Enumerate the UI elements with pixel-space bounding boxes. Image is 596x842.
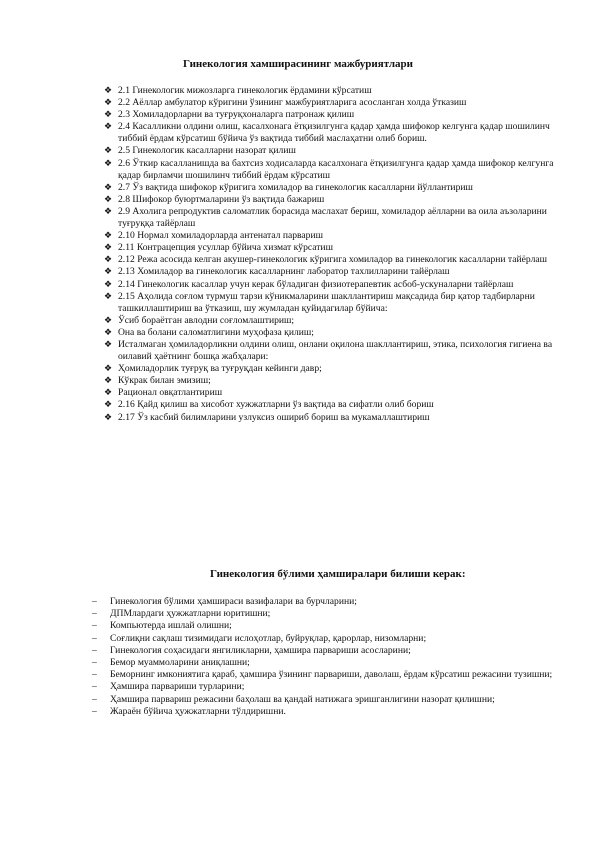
duty-item bbox=[104, 242, 554, 254]
duties-list bbox=[104, 85, 554, 424]
duty-text: 2.15 Аҳолида соғлом турмуш тарзи кўникмаларини шакллантириш мақсадида бир қатор тадбирларни ташкиллаштириш ва ўтказиш, шу жумладан қуйидагилар бўйича: bbox=[118, 290, 535, 314]
skill-text: Бемор муаммоларини аниқлашни; bbox=[110, 657, 250, 669]
skill-text: Гинекология бўлими ҳамшираси вазифалари ва бурчларини; bbox=[110, 596, 357, 607]
duty-item bbox=[104, 254, 554, 266]
bullet-diamond-icon: ❖ bbox=[104, 315, 113, 326]
skill-text: ДПМлардаги ҳужжатларни юритишни; bbox=[110, 608, 271, 620]
duty-text: Она ва болани саломатлигини муҳофаза қилиш; bbox=[118, 326, 314, 338]
duty-item bbox=[104, 97, 554, 109]
duty-text: 2.4 Касалликни олдини олиш, касалхонага ётқизилгунга қадар ҳамда шифокор келгунга қадар шошилинч тиббий ёрдам кўрсатиш бўйича ўз вақтида тиббий маслаҳатни олиб бориш. bbox=[118, 121, 550, 145]
duty-item bbox=[104, 182, 554, 194]
dash-bullet: – bbox=[92, 657, 97, 669]
duty-text: 2.9 Ахолига репродуктив саломатлик борасида маслахат бериш, хомиладор аёлларни ва оила аъзоларини туғруққа тайёрлаш bbox=[118, 205, 547, 230]
skill-item bbox=[92, 681, 554, 693]
section-title: Гинекология бўлими ҳамширалари билиши керак: bbox=[210, 568, 466, 580]
skill-text: Ҳамшира парвариши турларини; bbox=[110, 681, 245, 693]
bullet-diamond-icon: ❖ bbox=[104, 243, 113, 254]
duty-item bbox=[104, 121, 554, 145]
duty-item bbox=[104, 230, 554, 242]
skill-text: Беморнинг имкониятига қараб, ҳамшира ўзининг парвариши, даволаш, ёрдам кўрсатиш режасини тузишни; bbox=[110, 669, 553, 681]
skill-item bbox=[92, 645, 554, 657]
skill-item bbox=[92, 657, 554, 669]
bullet-diamond-icon: ❖ bbox=[104, 327, 113, 338]
skill-text: Соғлиқни сақлаш тизимидаги ислоҳотлар, буйруқлар, қарорлар, низомларни; bbox=[110, 632, 427, 644]
skill-item bbox=[92, 669, 554, 681]
bullet-diamond-icon: ❖ bbox=[104, 98, 113, 109]
duty-text: 2.10 Нормал хомиладорларда антенатал парвариш bbox=[118, 230, 323, 242]
duty-item bbox=[104, 363, 554, 375]
duty-item bbox=[104, 291, 554, 315]
duty-text: 2.7 Ўз вақтида шифокор кўригига хомиладор ва гинекологик касалларни йўллантириш bbox=[118, 181, 473, 193]
bullet-diamond-icon: ❖ bbox=[104, 279, 113, 290]
duty-text: 2.6 Ўткир касалланишда ва бахтсиз ходисаларда касалхонага ётқизилгунга қадар ҳамда шифокор келгунга қадар бирламчи шошилинч тиббий ёрдам кўрсатиш bbox=[118, 157, 554, 181]
duty-item bbox=[104, 85, 554, 97]
duty-text: 2.8 Шифокор буюртмаларини ўз вақтида бажариш bbox=[118, 193, 325, 205]
dash-bullet: – bbox=[92, 632, 97, 644]
duty-item bbox=[104, 412, 554, 424]
skill-item bbox=[92, 596, 554, 608]
bullet-diamond-icon: ❖ bbox=[104, 364, 113, 375]
duty-item bbox=[104, 206, 554, 230]
bullet-diamond-icon: ❖ bbox=[104, 339, 113, 350]
duty-text: Ҳомиладорлик туғруқ ва туғруқдан кейинги давр; bbox=[118, 363, 322, 375]
bullet-diamond-icon: ❖ bbox=[104, 267, 113, 278]
skill-text: Жараён бўйича ҳужжатларни тўлдиришни. bbox=[110, 705, 286, 717]
skill-text: Компьютерда ишлай олишни; bbox=[110, 620, 232, 632]
dash-bullet: – bbox=[92, 669, 97, 681]
bullet-diamond-icon: ❖ bbox=[104, 110, 113, 121]
bullet-diamond-icon: ❖ bbox=[104, 86, 113, 96]
duty-text: 2.2 Аёллар амбулатор кўригини ўзининг мажбуриятларига асосланган холда ўтказиш bbox=[118, 97, 467, 109]
duty-item bbox=[104, 339, 554, 363]
bullet-diamond-icon: ❖ bbox=[104, 194, 113, 205]
skill-text: Гинекология соҳасидаги янгиликларни, ҳамшира парвариши асосларини; bbox=[110, 644, 411, 656]
dash-bullet: – bbox=[92, 596, 97, 607]
duty-item bbox=[104, 194, 554, 206]
duty-text: 2.16 Қайд қилиш ва хисобот хужжатларни ўз вақтида ва сифатли олиб бориш bbox=[118, 399, 434, 411]
bullet-diamond-icon: ❖ bbox=[104, 146, 113, 157]
bullet-diamond-icon: ❖ bbox=[104, 255, 113, 266]
dash-bullet: – bbox=[92, 620, 97, 632]
duty-text: 2.12 Режа асосида келган акушер-гинекологик кўригига хомиладор ва гинекологик касалларни тайёрлаш bbox=[118, 254, 548, 266]
skill-text: Ҳамшира парвариш режасини баҳолаш ва қандай натижага эришганлигини назорат қилишни; bbox=[110, 693, 495, 705]
duty-item bbox=[104, 327, 554, 339]
skills-list bbox=[92, 596, 554, 718]
duty-text: 2.14 Гинекологик касаллар учун керак бўладиган физиотерапевтик асбоб-ускуналарни тайёрлаш bbox=[118, 278, 514, 290]
duty-item bbox=[104, 387, 554, 399]
duty-item bbox=[104, 266, 554, 278]
dash-bullet: – bbox=[92, 608, 97, 620]
duty-text: Ўсиб бораётган авлодни соғломлаштириш; bbox=[118, 314, 295, 326]
duty-text: 2.5 Гинекологик касалларни назорат қилиш bbox=[118, 145, 296, 157]
skill-item bbox=[92, 608, 554, 620]
dash-bullet: – bbox=[92, 644, 97, 656]
duty-item bbox=[104, 158, 554, 182]
bullet-diamond-icon: ❖ bbox=[104, 291, 113, 302]
skill-item bbox=[92, 694, 554, 706]
duty-text: 2.13 Хомиладор ва гинекологик касалларнинг лаборатор тахлилларини тайёрлаш bbox=[118, 266, 450, 278]
duty-text: 2.17 Ўз касбий билимларини узлуксиз ошириб бориш ва мукамаллаштириш bbox=[118, 411, 430, 423]
skill-item bbox=[92, 706, 554, 718]
bullet-diamond-icon: ❖ bbox=[104, 182, 113, 193]
bullet-diamond-icon: ❖ bbox=[104, 400, 113, 411]
document-title: Гинекология хамширасининг мажбуриятлари bbox=[183, 58, 413, 70]
bullet-diamond-icon: ❖ bbox=[104, 412, 113, 423]
bullet-diamond-icon: ❖ bbox=[104, 158, 113, 169]
bullet-diamond-icon: ❖ bbox=[104, 231, 113, 242]
duty-text: Рационал овқатлантириш bbox=[118, 387, 223, 399]
bullet-diamond-icon: ❖ bbox=[104, 376, 113, 387]
duty-text: 2.1 Гинекологик мижозларга гинекологик ёрдамини кўрсатиш bbox=[118, 85, 372, 96]
skill-item bbox=[92, 633, 554, 645]
duty-item bbox=[104, 279, 554, 291]
bullet-diamond-icon: ❖ bbox=[104, 388, 113, 399]
dash-bullet: – bbox=[92, 681, 97, 693]
duty-item bbox=[104, 375, 554, 387]
dash-bullet: – bbox=[92, 705, 97, 717]
dash-bullet: – bbox=[92, 693, 97, 705]
duty-text: 2.11 Контрацепция усуллар бўйича хизмат кўрсатиш bbox=[118, 242, 333, 254]
duty-text: Исталмаган ҳомиладорликни олдини олиш, онлани оқилона шакллантириш, этика, психология гигиена ва оилавий ҳаётнинг бошқа жабҳалари: bbox=[118, 338, 553, 363]
duty-item bbox=[104, 145, 554, 157]
bullet-diamond-icon: ❖ bbox=[104, 206, 113, 217]
bullet-diamond-icon: ❖ bbox=[104, 122, 113, 133]
duty-text: Кўкрак билан эмизиш; bbox=[118, 375, 211, 387]
duty-item bbox=[104, 399, 554, 411]
duty-text: 2.3 Хомиладорларни ва туғруқхоналарга патронаж қилиш bbox=[118, 109, 355, 121]
skill-item bbox=[92, 620, 554, 632]
duty-item bbox=[104, 109, 554, 121]
duty-item bbox=[104, 315, 554, 327]
